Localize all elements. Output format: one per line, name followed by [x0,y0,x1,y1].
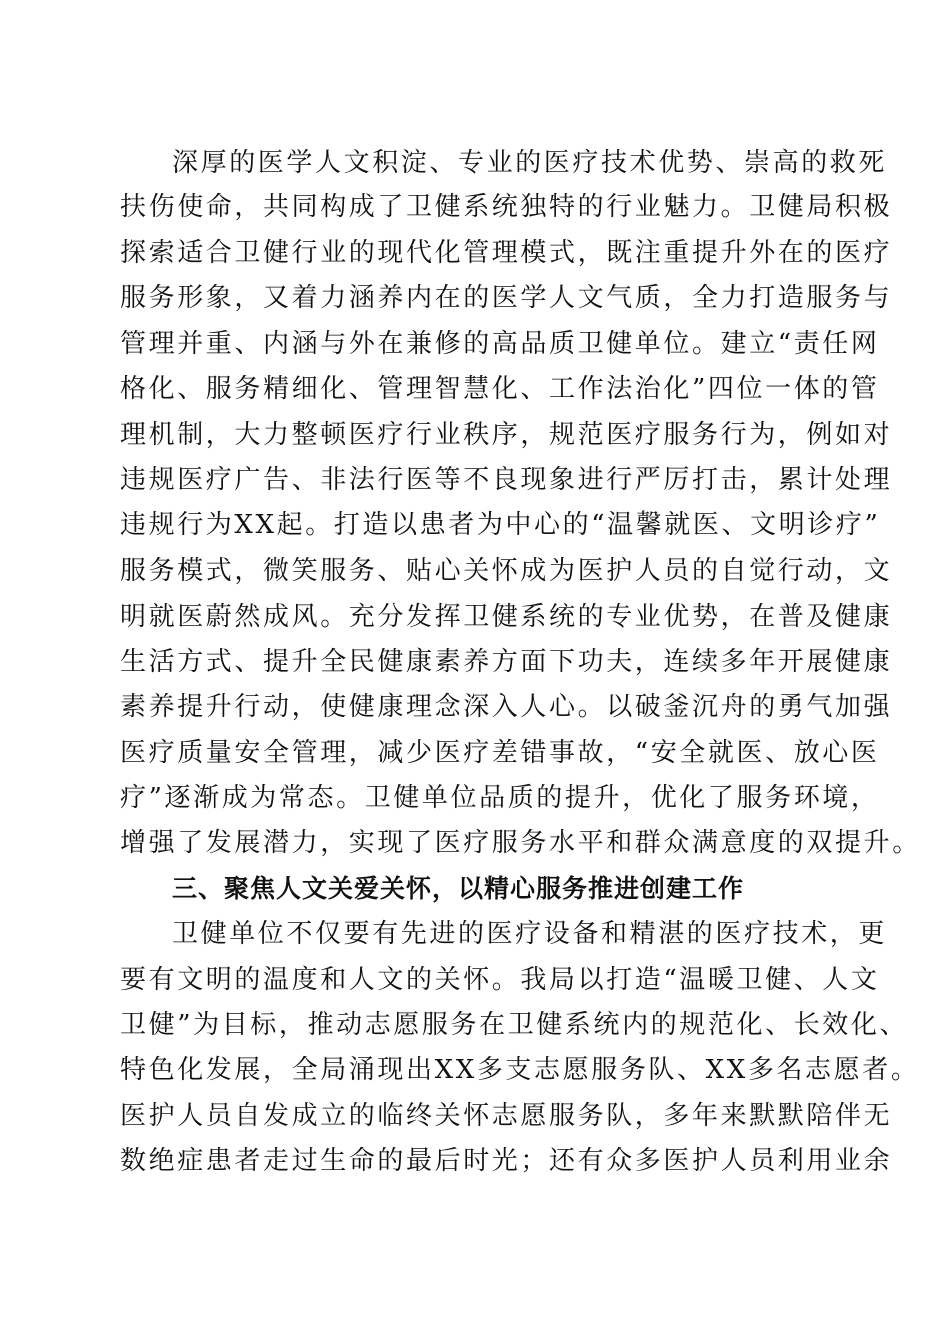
paragraph-2-line-3: 卫健”为目标，推动志愿服务在卫健系统内的规范化、长效化、 [120,1010,909,1040]
paragraph-1-line-5: 管理并重、内涵与外在兼修的高品质卫健单位。建立“责任网 [120,329,880,359]
paragraph-1-line-15: 疗”逐渐成为常态。卫健单位品质的提升，优化了服务环境， [120,783,880,813]
paragraph-1-line-16: 增强了发展潜力，实现了医疗服务水平和群众满意度的双提升。 [120,828,921,858]
paragraph-2-line-6: 数绝症患者走过生命的最后时光；还有众多医护人员利用业余 [120,1146,893,1176]
paragraph-2-line-2: 要有文明的温度和人文的关怀。我局以打造“温暖卫健、人文 [120,965,880,995]
paragraph-1-line-4: 服务形象，又着力涵养内在的医学人文气质，全力打造服务与 [120,283,893,313]
paragraph-1-line-14: 医疗质量安全管理，减少医疗差错事故，“安全就医、放心医 [120,738,880,768]
paragraph-1-line-11: 明就医蔚然成风。充分发挥卫健系统的专业优势，在普及健康 [120,602,893,632]
paragraph-2-line-1: 卫健单位不仅要有先进的医疗设备和精湛的医疗技术，更 [172,919,888,949]
paragraph-1-line-9: 违规行为XX起。打造以患者为中心的“温馨就医、文明诊疗” [120,510,881,540]
paragraph-1-line-10: 服务模式，微笑服务、贴心关怀成为医护人员的自觉行动，文 [120,556,893,586]
paragraph-2-line-5: 医护人员自发成立的临终关怀志愿服务队，多年来默默陪伴无 [120,1101,893,1131]
paragraph-1-line-7: 理机制，大力整顿医疗行业秩序，规范医疗服务行为，例如对 [120,420,893,450]
paragraph-2-line-4: 特色化发展，全局涌现出XX多支志愿服务队、XX多名志愿者。 [120,1055,920,1085]
paragraph-1-line-1: 深厚的医学人文积淀、专业的医疗技术优势、崇高的救死 [172,148,888,178]
paragraph-1-line-12: 生活方式、提升全民健康素养方面下功夫，连续多年开展健康 [120,647,893,677]
paragraph-1-line-6: 格化、服务精细化、管理智慧化、工作法治化”四位一体的管 [120,374,880,404]
paragraph-1-line-13: 素养提升行动，使健康理念深入人心。以破釜沉舟的勇气加强 [120,692,893,722]
paragraph-1-line-2: 扶伤使命，共同构成了卫健系统独特的行业魅力。卫健局积极 [120,192,893,222]
paragraph-1-line-3: 探索适合卫健行业的现代化管理模式，既注重提升外在的医疗 [120,238,893,268]
section-heading-3: 三、聚焦人文关爱关怀，以精心服务推进创建工作 [172,874,745,903]
paragraph-1-line-8: 违规医疗广告、非法行医等不良现象进行严厉打击，累计处理 [120,465,893,495]
